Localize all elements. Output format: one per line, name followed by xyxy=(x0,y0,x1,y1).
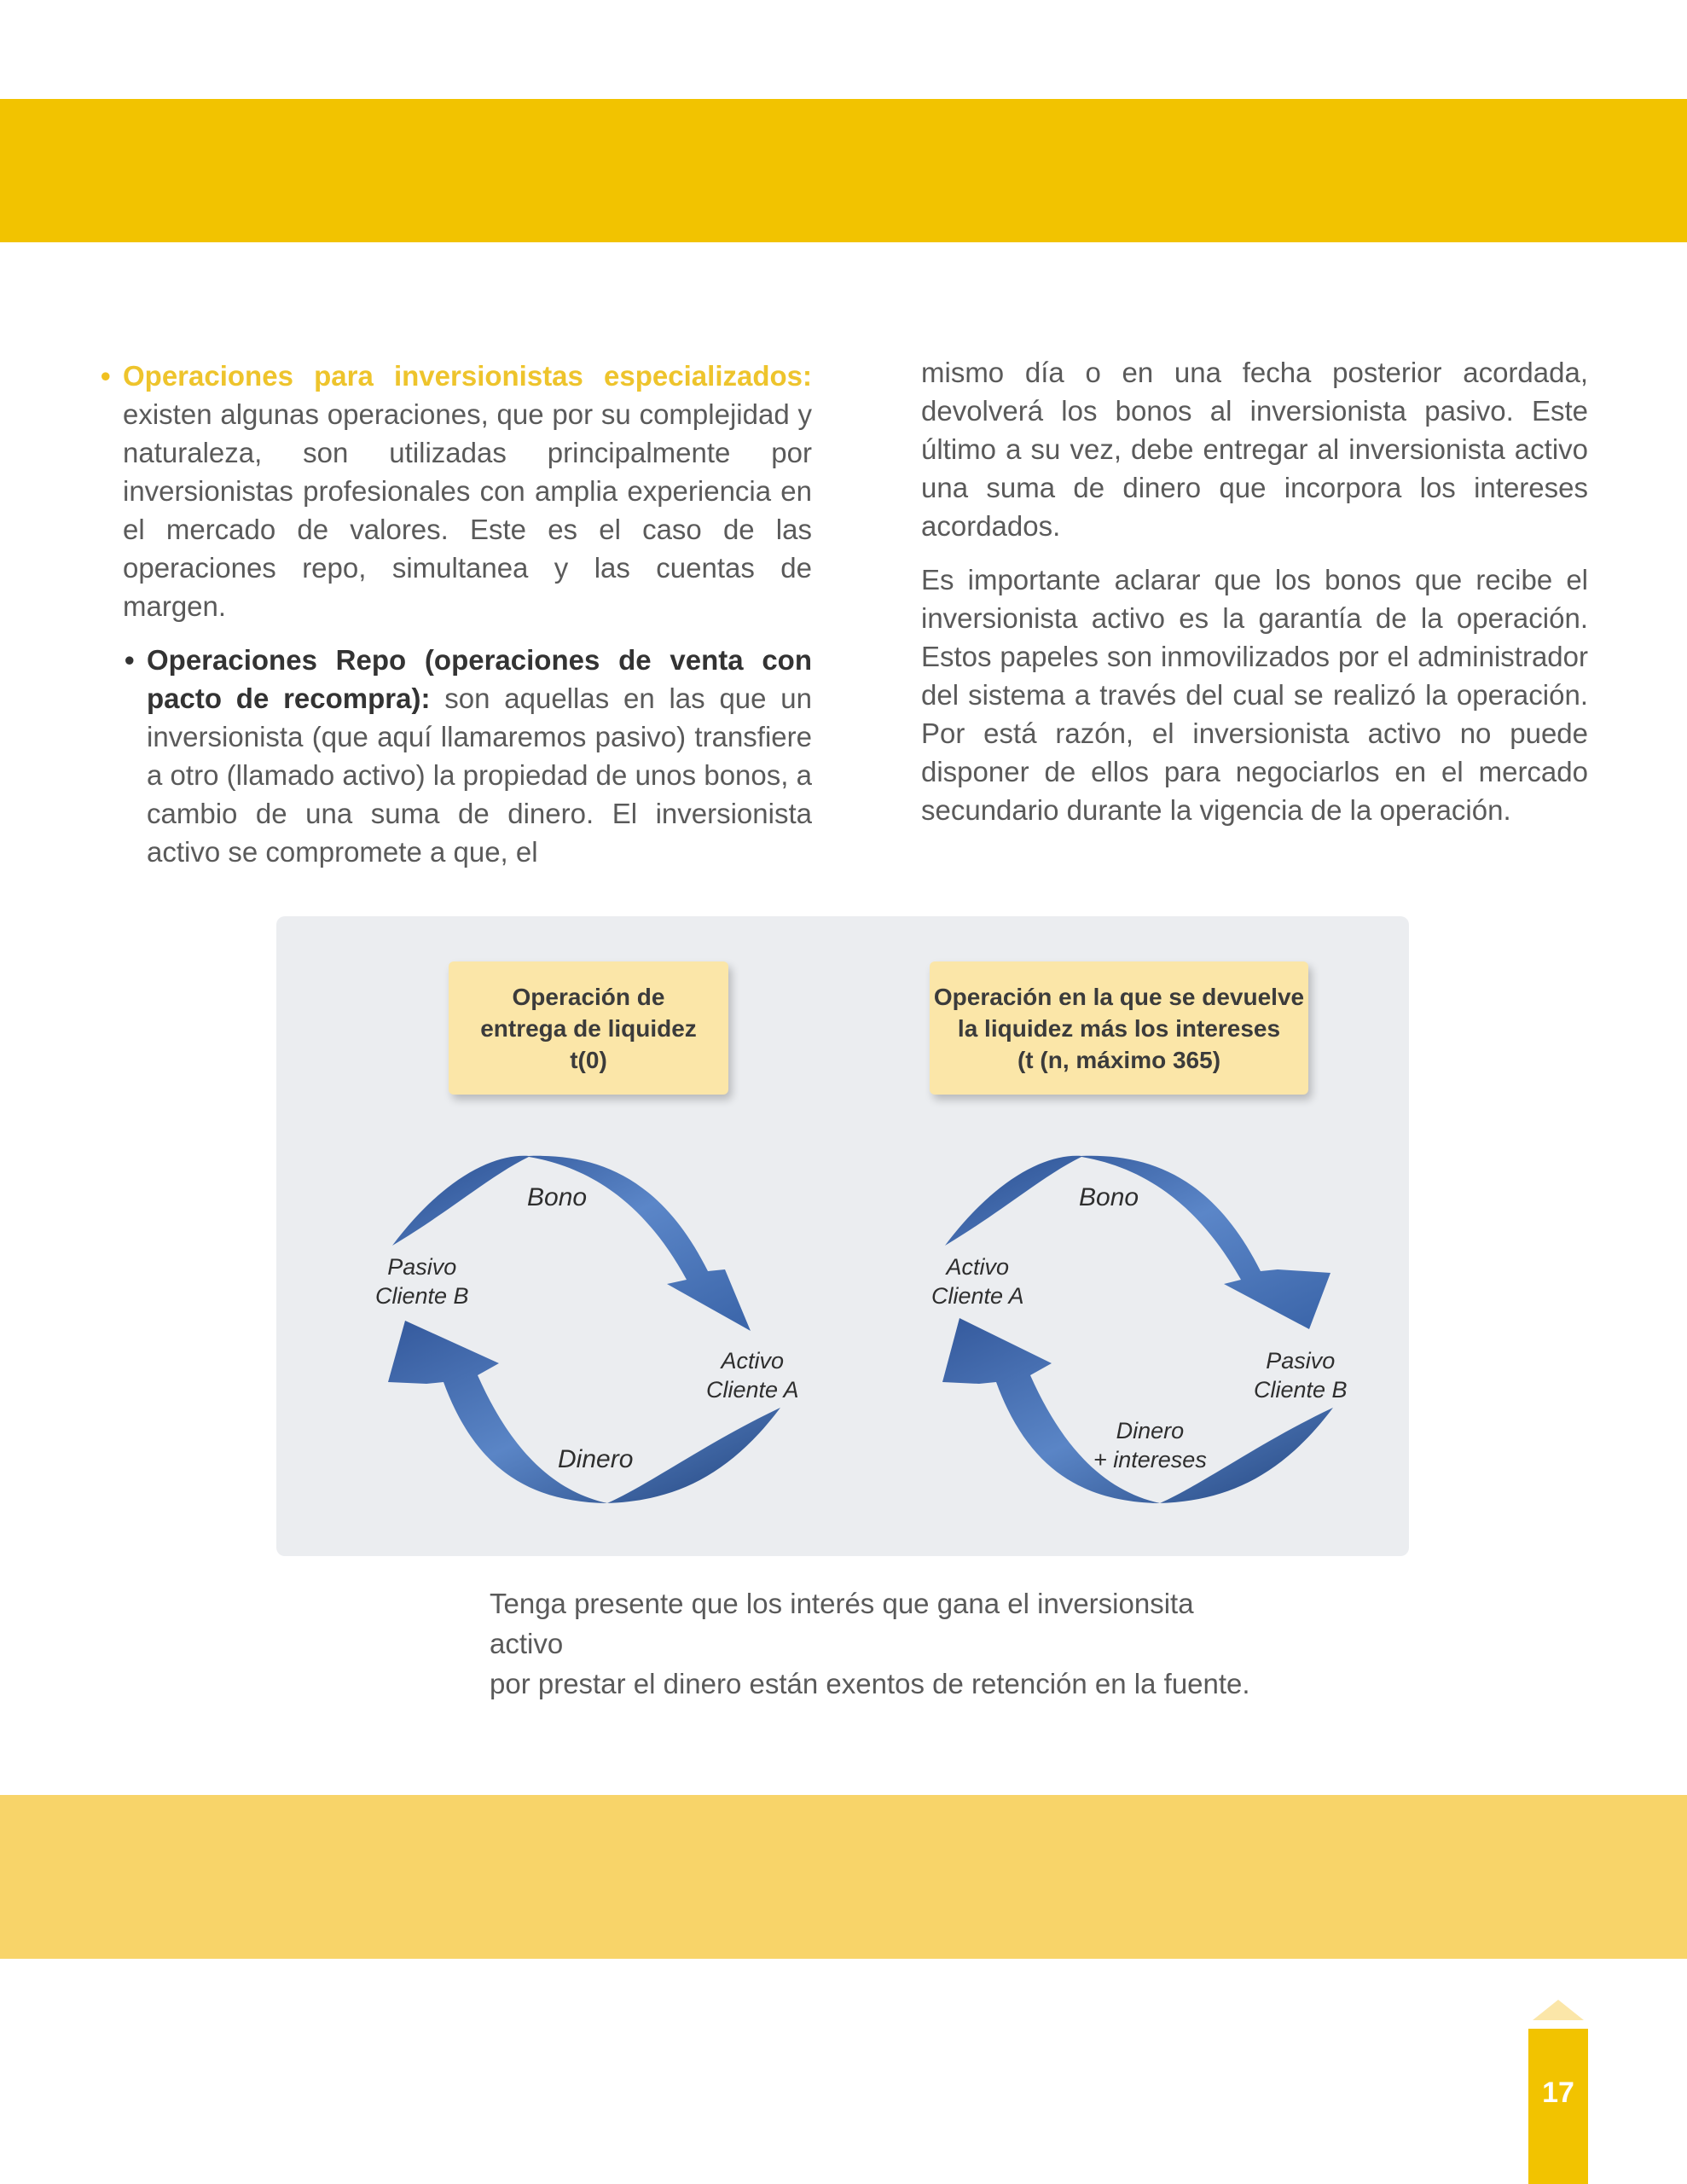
box-operacion-entrega-liquidez xyxy=(449,961,728,1095)
paragraph-devolvera: mismo día o en una fecha posterior acordada, devolverá los bonos al inversionista pasivo. Este último a su vez, debe entregar al inversionista activo una suma de dinero que incorpora los intereses acordados. xyxy=(921,357,1588,542)
label-pasivo-cliente-b-right xyxy=(1254,1346,1348,1404)
box-line: t(0) xyxy=(570,1046,607,1073)
bullet-body-repo: son aquellas en las que un inversionista (que aquí llamaremos pasivo) transfiere a otro (llamado activo) la propiedad de unos bonos, a cambio de una suma de dinero. El inversionista activo se compromete a que, el xyxy=(147,682,812,868)
label-bono-left: Bono xyxy=(527,1183,588,1211)
label-line: Cliente A xyxy=(931,1283,1024,1309)
caption-line: Tenga presente que los interés que gana el inversionsita activo xyxy=(490,1588,1194,1659)
bullet-heading-especializados: Operaciones para inversionistas especializados: xyxy=(123,360,812,392)
label-line: Pasivo xyxy=(387,1254,457,1280)
label-dinero-intereses-right xyxy=(1093,1416,1207,1474)
label-line: + intereses xyxy=(1093,1447,1207,1472)
label-activo-cliente-a-right xyxy=(931,1252,1024,1310)
label-line: Activo xyxy=(721,1348,785,1374)
label-line: Activo xyxy=(946,1254,1010,1280)
page-number: 17 xyxy=(1542,2077,1574,2109)
bullet-dot: • xyxy=(125,644,135,676)
label-line: Dinero xyxy=(1116,1418,1185,1443)
label-pasivo-cliente-b-left xyxy=(375,1252,469,1310)
box-operacion-devuelve-liquidez xyxy=(930,961,1308,1095)
bottom-color-band xyxy=(0,1795,1687,1959)
label-bono-right: Bono xyxy=(1079,1183,1139,1211)
box-line: la liquidez más los intereses xyxy=(957,1014,1281,1042)
box-line: Operación de xyxy=(512,983,665,1010)
bullet-body-especializados: existen algunas operaciones, que por su complejidad y naturaleza, son utilizadas principalmente por inversionistas profesionales con amplia experiencia en el mercado de valores. Este es el caso de las operaciones repo, simultanea y las cuentas de margen. xyxy=(123,398,812,622)
bullet-heading-repo: Operaciones Repo (operaciones de venta con pacto de recompra): xyxy=(147,644,812,714)
box-line: Operación en la que se devuelve xyxy=(933,983,1305,1010)
label-line: Cliente B xyxy=(375,1283,469,1309)
paragraph-garantia: Es importante aclarar que los bonos que recibe el inversionista activo es la garantía de la operación. Estos papeles son inmovilizados por el administrador del sistema a través del cual se realizó la operación. Por está razón, el inversionista activo no puede disponer de ellos para negociarlos en el mercado secundario durante la vigencia de la operación. xyxy=(921,564,1588,826)
diagram-caption xyxy=(490,1583,1257,1704)
bullet-dot: • xyxy=(101,360,111,392)
caption-line: por prestar el dinero están exentos de retención en la fuente. xyxy=(490,1668,1250,1699)
label-line: Pasivo xyxy=(1266,1348,1336,1374)
label-line: Cliente B xyxy=(1254,1377,1348,1403)
label-activo-cliente-a-left xyxy=(706,1346,799,1404)
page-tab-tip xyxy=(1533,2000,1584,2020)
box-line: entrega de liquidez xyxy=(480,1014,697,1042)
box-line: (t (n, máximo 365) xyxy=(1017,1046,1221,1073)
label-dinero-left: Dinero xyxy=(558,1445,634,1473)
label-line: Cliente A xyxy=(706,1377,799,1403)
